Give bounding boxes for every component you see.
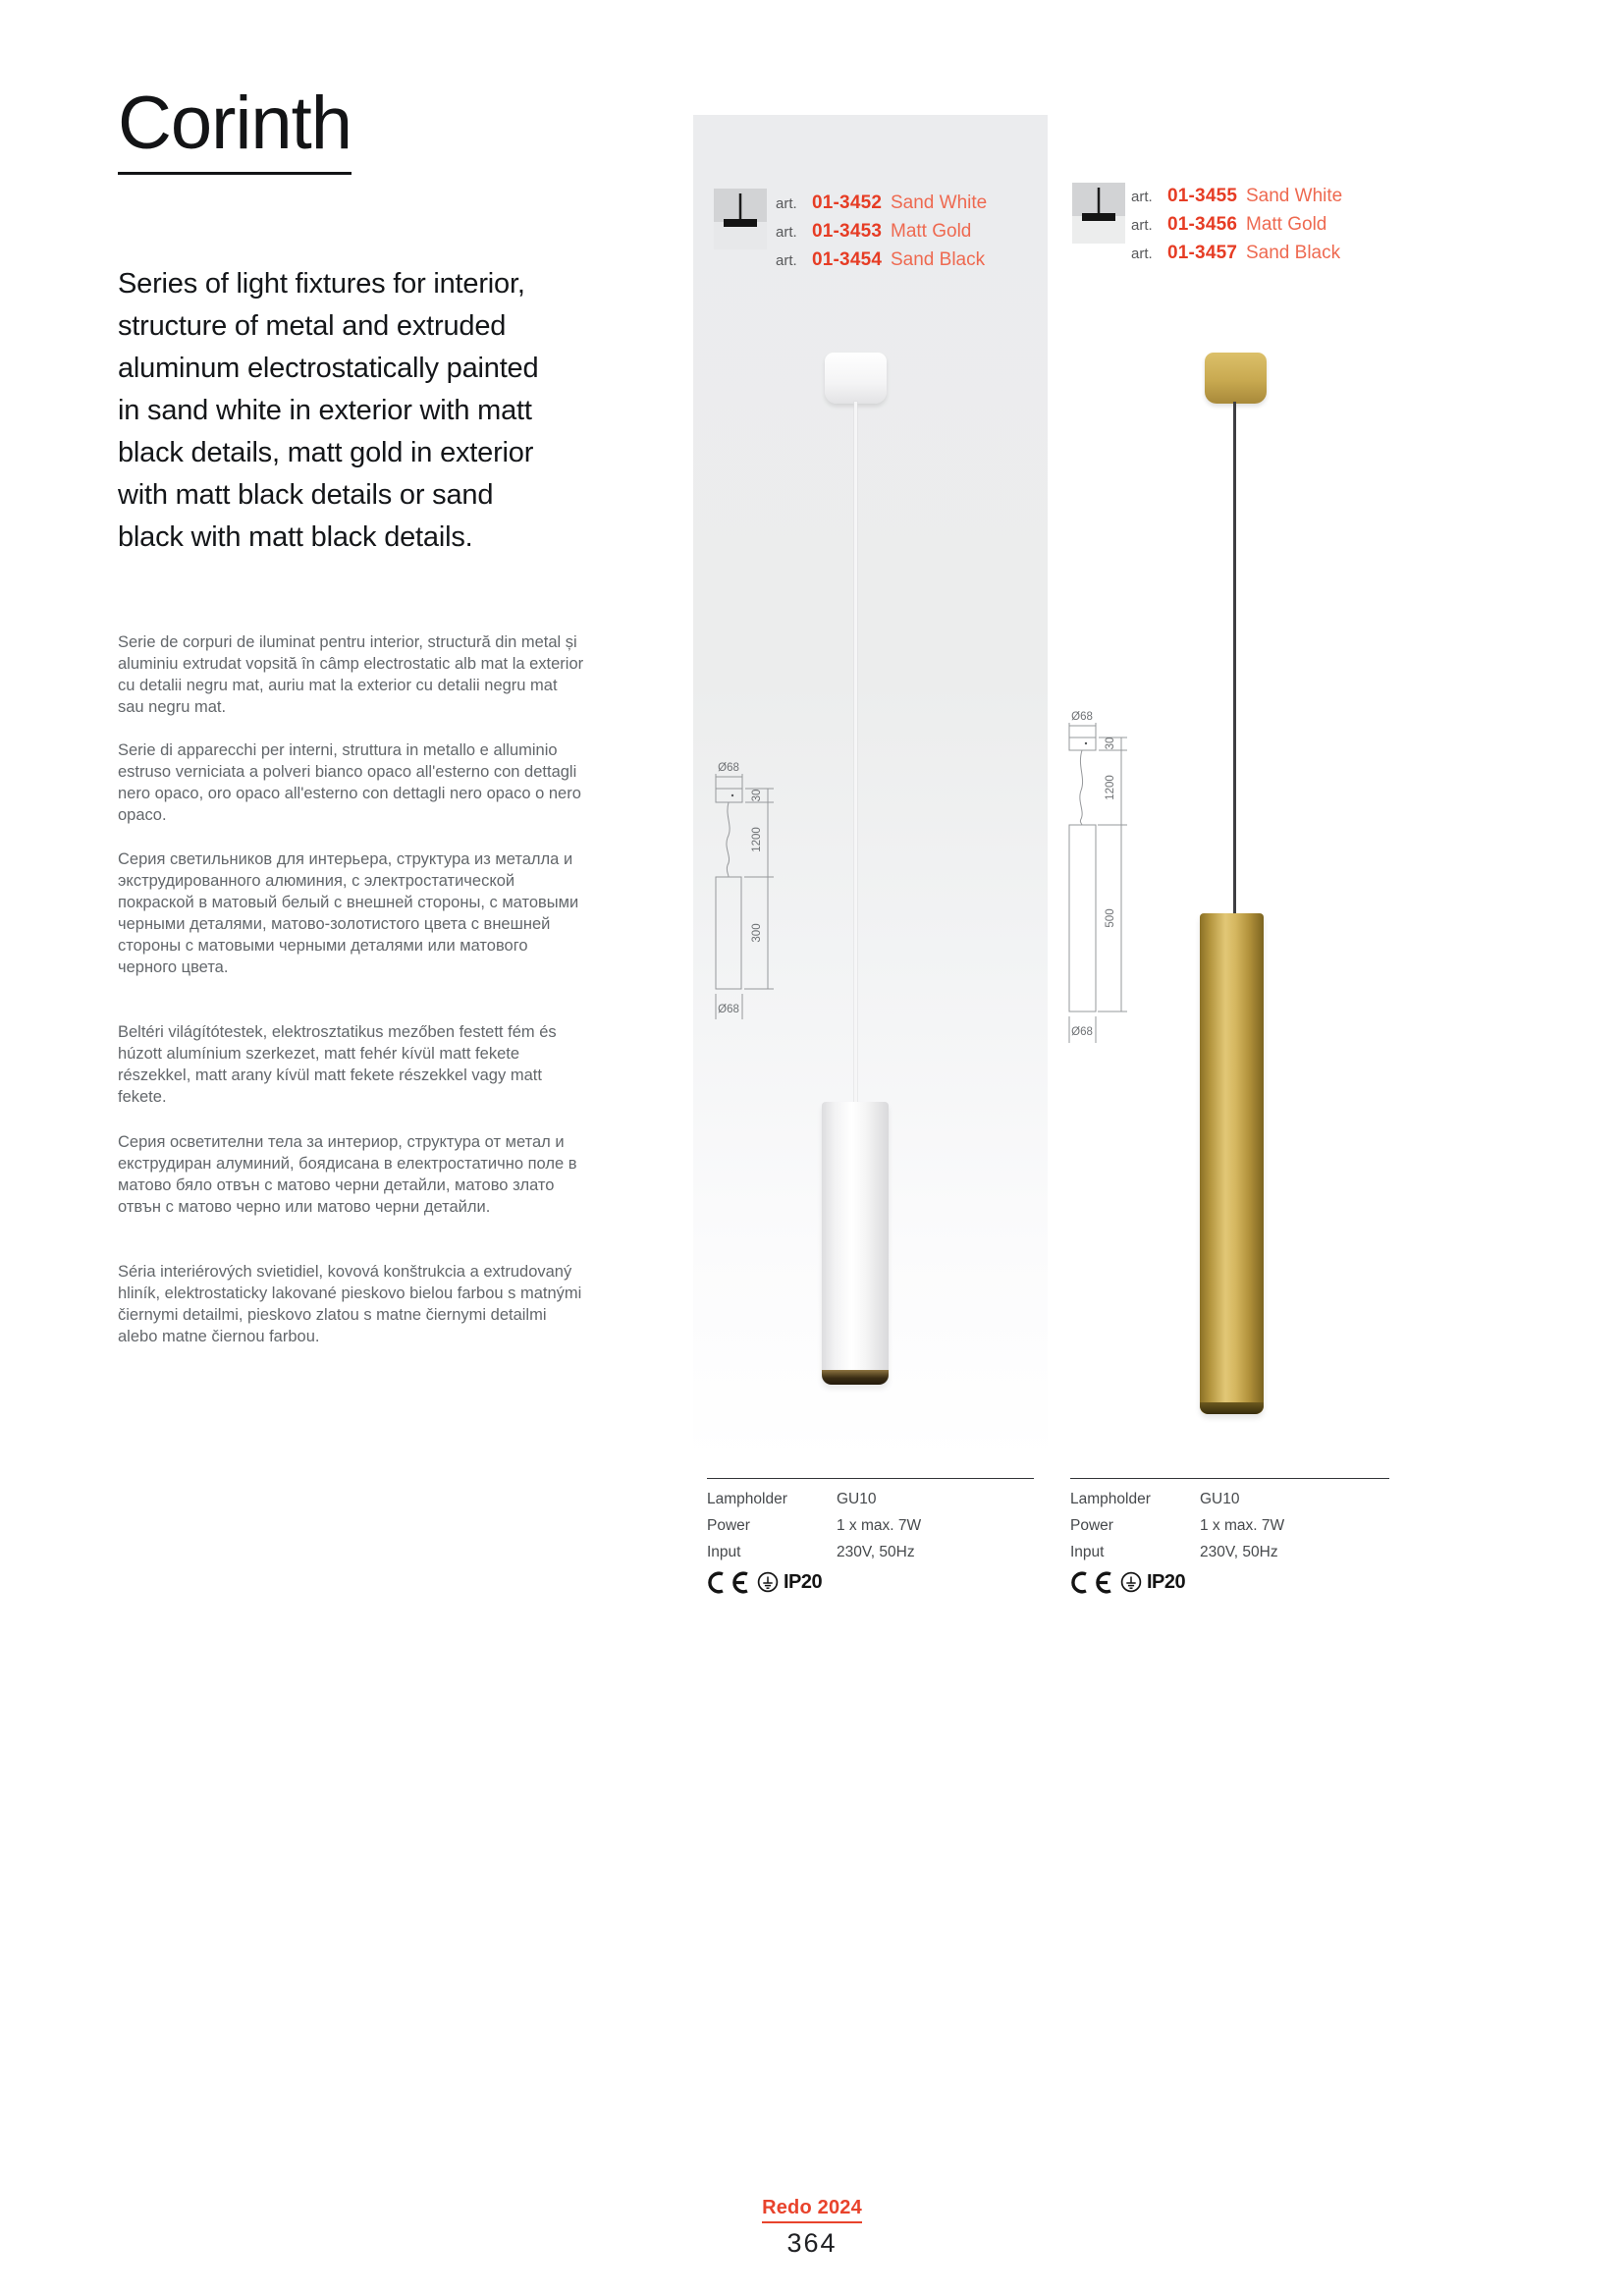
page-title: Corinth xyxy=(118,86,352,175)
art-code: 01-3453 xyxy=(812,221,883,242)
page-footer xyxy=(684,2197,940,2259)
class-earth-icon xyxy=(1120,1571,1142,1593)
description-ro: Serie de corpuri de iluminat pentru interior, structură din metal și aluminiu extrudat vopsită în câmp electrostatic alb mat la exterior cu detalii negru mat, auriu mat la exterior cu detalii negru mat sau negru mat. xyxy=(118,633,584,716)
lamp-bottom-rim xyxy=(822,1370,889,1385)
pendant-mount-icon xyxy=(714,189,767,249)
variant-row xyxy=(776,192,987,221)
variant-row xyxy=(1131,186,1342,214)
lamp-cable xyxy=(1233,402,1236,915)
spec-label: Input xyxy=(707,1543,741,1560)
svg-text:Ø68: Ø68 xyxy=(1071,711,1093,723)
spec-row xyxy=(707,1486,1034,1512)
art-code: 01-3452 xyxy=(812,192,883,213)
spec-row xyxy=(1070,1539,1389,1565)
variant-row xyxy=(776,221,987,249)
lamp-canopy xyxy=(1205,353,1267,404)
brand-catalog-label: Redo 2024 xyxy=(762,2197,862,2223)
spec-value: 1 x max. 7W xyxy=(837,1516,922,1534)
art-finish: Sand White xyxy=(891,192,988,213)
svg-text:500: 500 xyxy=(1105,908,1116,928)
variant-row xyxy=(1131,214,1342,243)
art-label: art. xyxy=(776,195,797,212)
lamp-bottom-rim xyxy=(1200,1402,1264,1414)
art-code: 01-3455 xyxy=(1167,186,1238,206)
certification-row xyxy=(1070,1570,1389,1594)
description-ru: Серия светильников для интерьера, структура из металла и экструдированного алюминия, с электростатической покраской в матовый белый с внешней стороны, с матовыми черными деталями, матово-золотистого цвета с внешней стороны с матовыми черными деталями или матового черного цвета. xyxy=(118,850,579,976)
spec-row xyxy=(1070,1512,1389,1539)
spec-table xyxy=(1070,1478,1389,1594)
art-finish: Sand Black xyxy=(891,249,986,270)
variant-list xyxy=(1131,186,1342,271)
art-label: art. xyxy=(776,224,797,241)
dimension-drawing-300 xyxy=(687,746,805,1031)
description-en: Series of light fixtures for interior, structure of metal and extruded aluminum electrostatically painted in sand white in exterior with matt black details, matt gold in exterior with matt black details or sand black with matt black details. xyxy=(118,268,539,553)
spec-table xyxy=(707,1478,1034,1594)
lamp-tube xyxy=(822,1102,889,1385)
art-finish: Sand Black xyxy=(1246,243,1341,263)
art-finish: Matt Gold xyxy=(891,221,972,242)
art-code: 01-3454 xyxy=(812,249,883,270)
art-code: 01-3456 xyxy=(1167,214,1238,235)
lamp-cable xyxy=(854,402,857,1104)
art-finish: Matt Gold xyxy=(1246,214,1327,235)
description-sk: Séria interiérových svietidiel, kovová konštrukcia a extrudovaný hliník, elektrostaticky lakované pieskovo bielou farbou s matnými čiernymi detailmi, pieskovo zlatou s matne čiernymi detailmi alebo matne čiernou farbou. xyxy=(118,1263,582,1345)
svg-text:30: 30 xyxy=(1105,737,1116,750)
spec-value: 230V, 50Hz xyxy=(837,1543,915,1560)
description-bg: Серия осветителни тела за интериор, структура от метал и екструдиран алуминий, боядисана в електростатично поле в матово бяло отвън с матово черни детайли, матово злато отвън с матово черно или матово черни детайли. xyxy=(118,1133,577,1216)
class-earth-icon xyxy=(757,1571,779,1593)
svg-text:1200: 1200 xyxy=(1105,775,1116,800)
spec-value: GU10 xyxy=(1200,1490,1240,1507)
svg-text:Ø68: Ø68 xyxy=(718,1004,739,1015)
lamp-tube xyxy=(1200,913,1264,1414)
spec-value: 1 x max. 7W xyxy=(1200,1516,1285,1534)
spec-label: Input xyxy=(1070,1543,1105,1560)
spec-row xyxy=(707,1539,1034,1565)
ce-mark-icon xyxy=(707,1571,752,1594)
svg-text:300: 300 xyxy=(751,923,763,943)
dimension-drawing-500 xyxy=(1041,697,1168,1051)
variant-row xyxy=(776,249,987,278)
description-hu: Beltéri világítótestek, elektrosztatikus mezőben festett fém és húzott alumínium szerkezet, matt fehér kívül matt fekete részekkel, matt arany kívül matt fekete részekkel vagy matt fekete. xyxy=(118,1023,557,1106)
spec-row xyxy=(707,1512,1034,1539)
spec-label: Lampholder xyxy=(1070,1490,1151,1507)
svg-text:Ø68: Ø68 xyxy=(1071,1026,1093,1038)
spec-label: Lampholder xyxy=(707,1490,787,1507)
spec-label: Power xyxy=(707,1516,750,1534)
ip-rating: IP20 xyxy=(784,1570,823,1593)
lamp-canopy xyxy=(825,353,887,404)
art-finish: Sand White xyxy=(1246,186,1343,206)
art-label: art. xyxy=(776,252,797,269)
art-label: art. xyxy=(1131,246,1153,262)
art-label: art. xyxy=(1131,189,1153,205)
svg-text:30: 30 xyxy=(751,789,763,802)
spec-label: Power xyxy=(1070,1516,1113,1534)
svg-text:Ø68: Ø68 xyxy=(718,762,739,774)
ip-rating: IP20 xyxy=(1147,1570,1186,1593)
spec-value: 230V, 50Hz xyxy=(1200,1543,1278,1560)
spec-row xyxy=(1070,1486,1389,1512)
art-label: art. xyxy=(1131,217,1153,234)
page-number: 364 xyxy=(786,2228,838,2258)
art-code: 01-3457 xyxy=(1167,243,1238,263)
spec-value: GU10 xyxy=(837,1490,877,1507)
certification-row xyxy=(707,1570,1034,1594)
svg-text:1200: 1200 xyxy=(751,827,763,852)
variant-row xyxy=(1131,243,1342,271)
pendant-mount-icon xyxy=(1072,183,1125,244)
variant-list xyxy=(776,192,987,278)
ce-mark-icon xyxy=(1070,1571,1115,1594)
description-it: Serie di apparecchi per interni, struttura in metallo e alluminio estruso verniciata a polveri bianco opaco all'esterno con dettagli nero opaco, oro opaco all'esterno con dettagli nero opaco o nero opaco. xyxy=(118,741,581,824)
